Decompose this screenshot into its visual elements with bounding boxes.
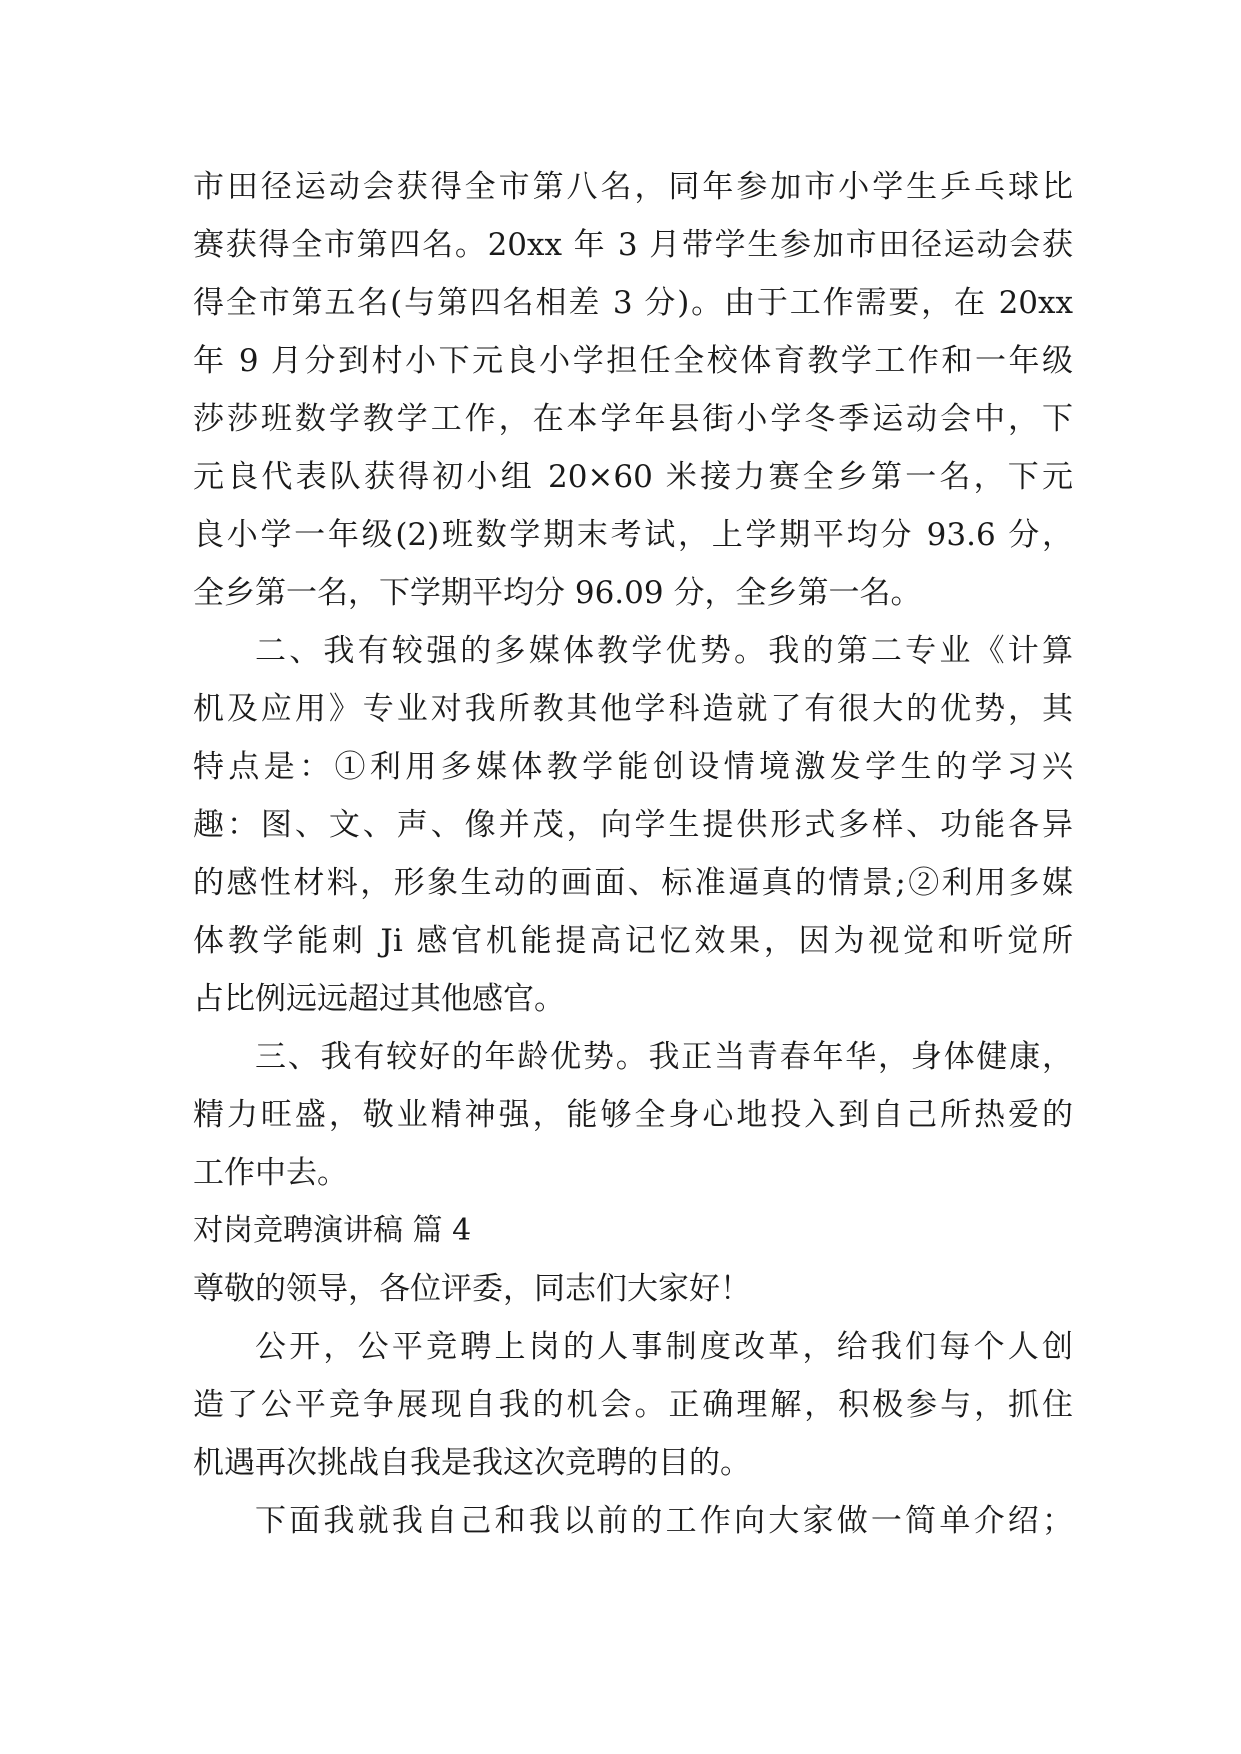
paragraph-line: 机及应用》专业对我所教其他学科造就了有很大的优势，其 bbox=[193, 691, 1073, 727]
paragraph-line: 公开，公平竞聘上岗的人事制度改革，给我们每个人创 bbox=[255, 1329, 1073, 1365]
paragraph-line: 市田径运动会获得全市第八名，同年参加市小学生乒乓球比 bbox=[193, 169, 1073, 205]
paragraph-line: 年 9 月分到村小下元良小学担任全校体育教学工作和一年级 bbox=[193, 343, 1073, 379]
paragraph-line: 全乡第一名，下学期平均分 96.09 分，全乡第一名。 bbox=[193, 575, 922, 611]
paragraph-line: 的感性材料，形象生动的画面、标准逼真的情景;②利用多媒 bbox=[193, 865, 1073, 901]
section-heading: 对岗竞聘演讲稿 篇 4 bbox=[193, 1213, 472, 1248]
paragraph-line: 元良代表队获得初小组 20×60 米接力赛全乡第一名，下元 bbox=[193, 459, 1073, 495]
paragraph-line: 赛获得全市第四名。20xx 年 3 月带学生参加市田径运动会获 bbox=[193, 227, 1073, 263]
paragraph-line: 良小学一年级(2)班数学期末考试，上学期平均分 93.6 分， bbox=[193, 517, 1073, 553]
paragraph-line: 得全市第五名(与第四名相差 3 分)。由于工作需要，在 20xx bbox=[193, 285, 1073, 321]
paragraph-line: 莎莎班数学教学工作，在本学年县街小学冬季运动会中，下 bbox=[193, 401, 1073, 437]
paragraph-line: 三、我有较好的年龄优势。我正当青春年华，身体健康， bbox=[255, 1039, 1073, 1075]
paragraph-line: 工作中去。 bbox=[193, 1155, 348, 1191]
paragraph-line: 机遇再次挑战自我是我这次竞聘的目的。 bbox=[193, 1445, 751, 1481]
paragraph-line: 下面我就我自己和我以前的工作向大家做一简单介绍； bbox=[255, 1503, 1073, 1539]
paragraph-line: 精力旺盛，敬业精神强，能够全身心地投入到自己所热爱的 bbox=[193, 1097, 1073, 1133]
paragraph-line: 特点是：①利用多媒体教学能创设情境激发学生的学习兴 bbox=[193, 749, 1073, 785]
paragraph-line: 造了公平竞争展现自我的机会。正确理解，积极参与，抓住 bbox=[193, 1387, 1073, 1423]
paragraph-line: 二、我有较强的多媒体教学优势。我的第二专业《计算 bbox=[255, 633, 1073, 669]
paragraph-line: 趣：图、文、声、像并茂，向学生提供形式多样、功能各异 bbox=[193, 807, 1073, 843]
salutation-line: 尊敬的领导，各位评委，同志们大家好！ bbox=[193, 1271, 751, 1307]
paragraph-line: 占比例远远超过其他感官。 bbox=[193, 981, 565, 1017]
paragraph-line: 体教学能刺 Ji 感官机能提高记忆效果，因为视觉和听觉所 bbox=[193, 923, 1073, 959]
